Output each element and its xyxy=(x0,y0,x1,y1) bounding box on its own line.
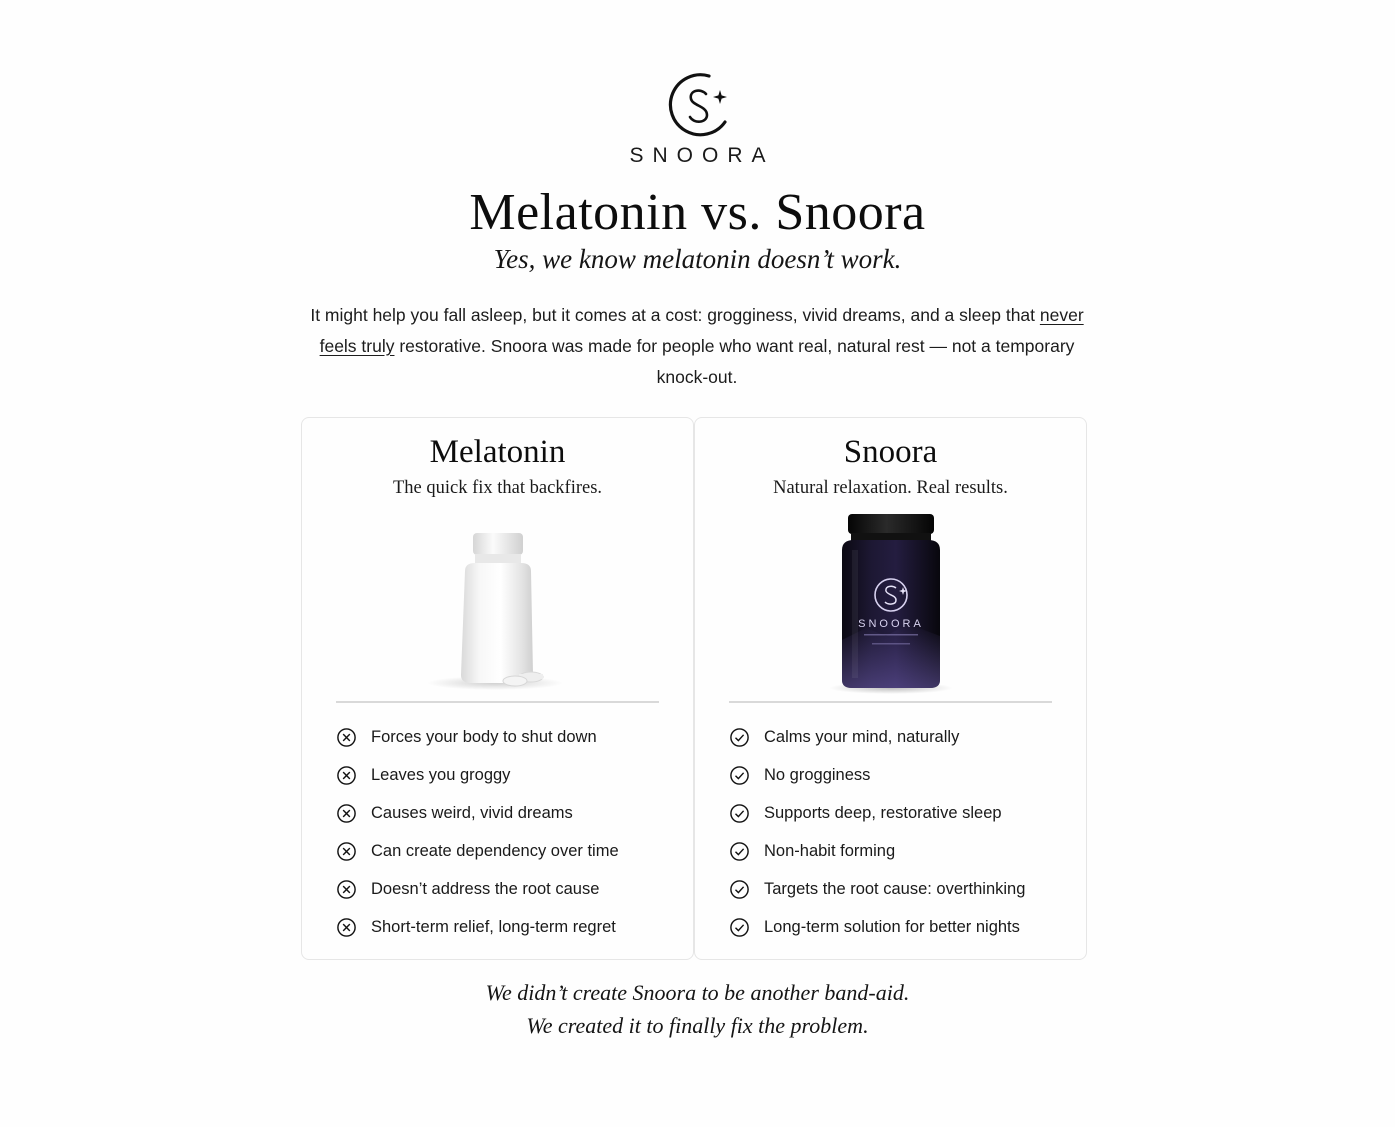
list-item xyxy=(336,718,673,756)
check-circle-icon xyxy=(729,803,750,824)
closing-line-2: We created it to finally fix the problem. xyxy=(526,1013,869,1038)
feature-text: Supports deep, restorative sleep xyxy=(764,803,1002,822)
feature-text: Doesn’t address the root cause xyxy=(371,879,600,898)
x-circle-icon xyxy=(336,841,357,862)
list-item xyxy=(729,832,1066,870)
intro-paragraph xyxy=(297,300,1097,393)
x-circle-icon xyxy=(336,917,357,938)
snoora-feature-list xyxy=(729,718,1066,946)
x-circle-icon xyxy=(336,879,357,900)
x-circle-icon xyxy=(336,727,357,748)
feature-text: Short-term relief, long-term regret xyxy=(371,917,616,936)
snoora-logo-icon xyxy=(665,70,731,140)
check-circle-icon xyxy=(729,841,750,862)
snoora-card-title: Snoora xyxy=(843,434,938,470)
list-item xyxy=(336,832,673,870)
snoora-card-divider xyxy=(729,701,1052,703)
page-headline: Melatonin vs. Snoora xyxy=(469,184,926,241)
melatonin-card-divider xyxy=(336,701,659,703)
closing-line-1: We didn’t create Snoora to be another band-aid. xyxy=(485,980,910,1005)
feature-text: Long-term solution for better nights xyxy=(764,917,1020,936)
list-item xyxy=(729,908,1066,946)
list-item xyxy=(729,718,1066,756)
feature-text: Calms your mind, naturally xyxy=(764,727,960,746)
list-item xyxy=(729,756,1066,794)
feature-text: Causes weird, vivid dreams xyxy=(371,803,573,822)
feature-text: No grogginess xyxy=(764,765,871,784)
list-item xyxy=(336,756,673,794)
list-item xyxy=(336,870,673,908)
feature-text: Targets the root cause: overthinking xyxy=(764,879,1026,898)
bottle-label: SNOORA xyxy=(857,618,924,630)
intro-text-part2: restorative. Snoora was made for people who want real, natural rest — not a temporary knock-out. xyxy=(394,336,1075,387)
snoora-card xyxy=(694,417,1087,960)
melatonin-card xyxy=(301,417,694,960)
feature-text: Non-habit forming xyxy=(764,841,896,860)
x-circle-icon xyxy=(336,765,357,786)
list-item xyxy=(729,870,1066,908)
melatonin-card-tagline: The quick fix that backfires. xyxy=(392,478,603,498)
feature-text: Forces your body to shut down xyxy=(371,727,597,746)
intro-text-part1: It might help you fall asleep, but it comes at a cost: grogginess, vivid dreams, and a sleep that xyxy=(310,305,1040,325)
melatonin-feature-list xyxy=(336,718,673,946)
brand-logo xyxy=(0,70,1395,168)
snoora-bottle-image xyxy=(695,510,1086,695)
x-circle-icon xyxy=(336,803,357,824)
snoora-card-tagline: Natural relaxation. Real results. xyxy=(773,478,1008,498)
brand-wordmark: SNOORA xyxy=(629,144,775,167)
intro-underlined-text: never feels truly xyxy=(319,305,1084,356)
feature-text: Can create dependency over time xyxy=(371,841,619,860)
check-circle-icon xyxy=(729,765,750,786)
feature-text: Leaves you groggy xyxy=(371,765,511,784)
check-circle-icon xyxy=(729,879,750,900)
list-item xyxy=(729,794,1066,832)
white-pill-bottle-image xyxy=(302,510,693,695)
check-circle-icon xyxy=(729,727,750,748)
melatonin-card-title: Melatonin xyxy=(429,434,566,470)
page-subhead: Yes, we know melatonin doesn’t work. xyxy=(493,244,902,274)
list-item xyxy=(336,794,673,832)
check-circle-icon xyxy=(729,917,750,938)
list-item xyxy=(336,908,673,946)
closing-statement xyxy=(0,976,1395,1042)
